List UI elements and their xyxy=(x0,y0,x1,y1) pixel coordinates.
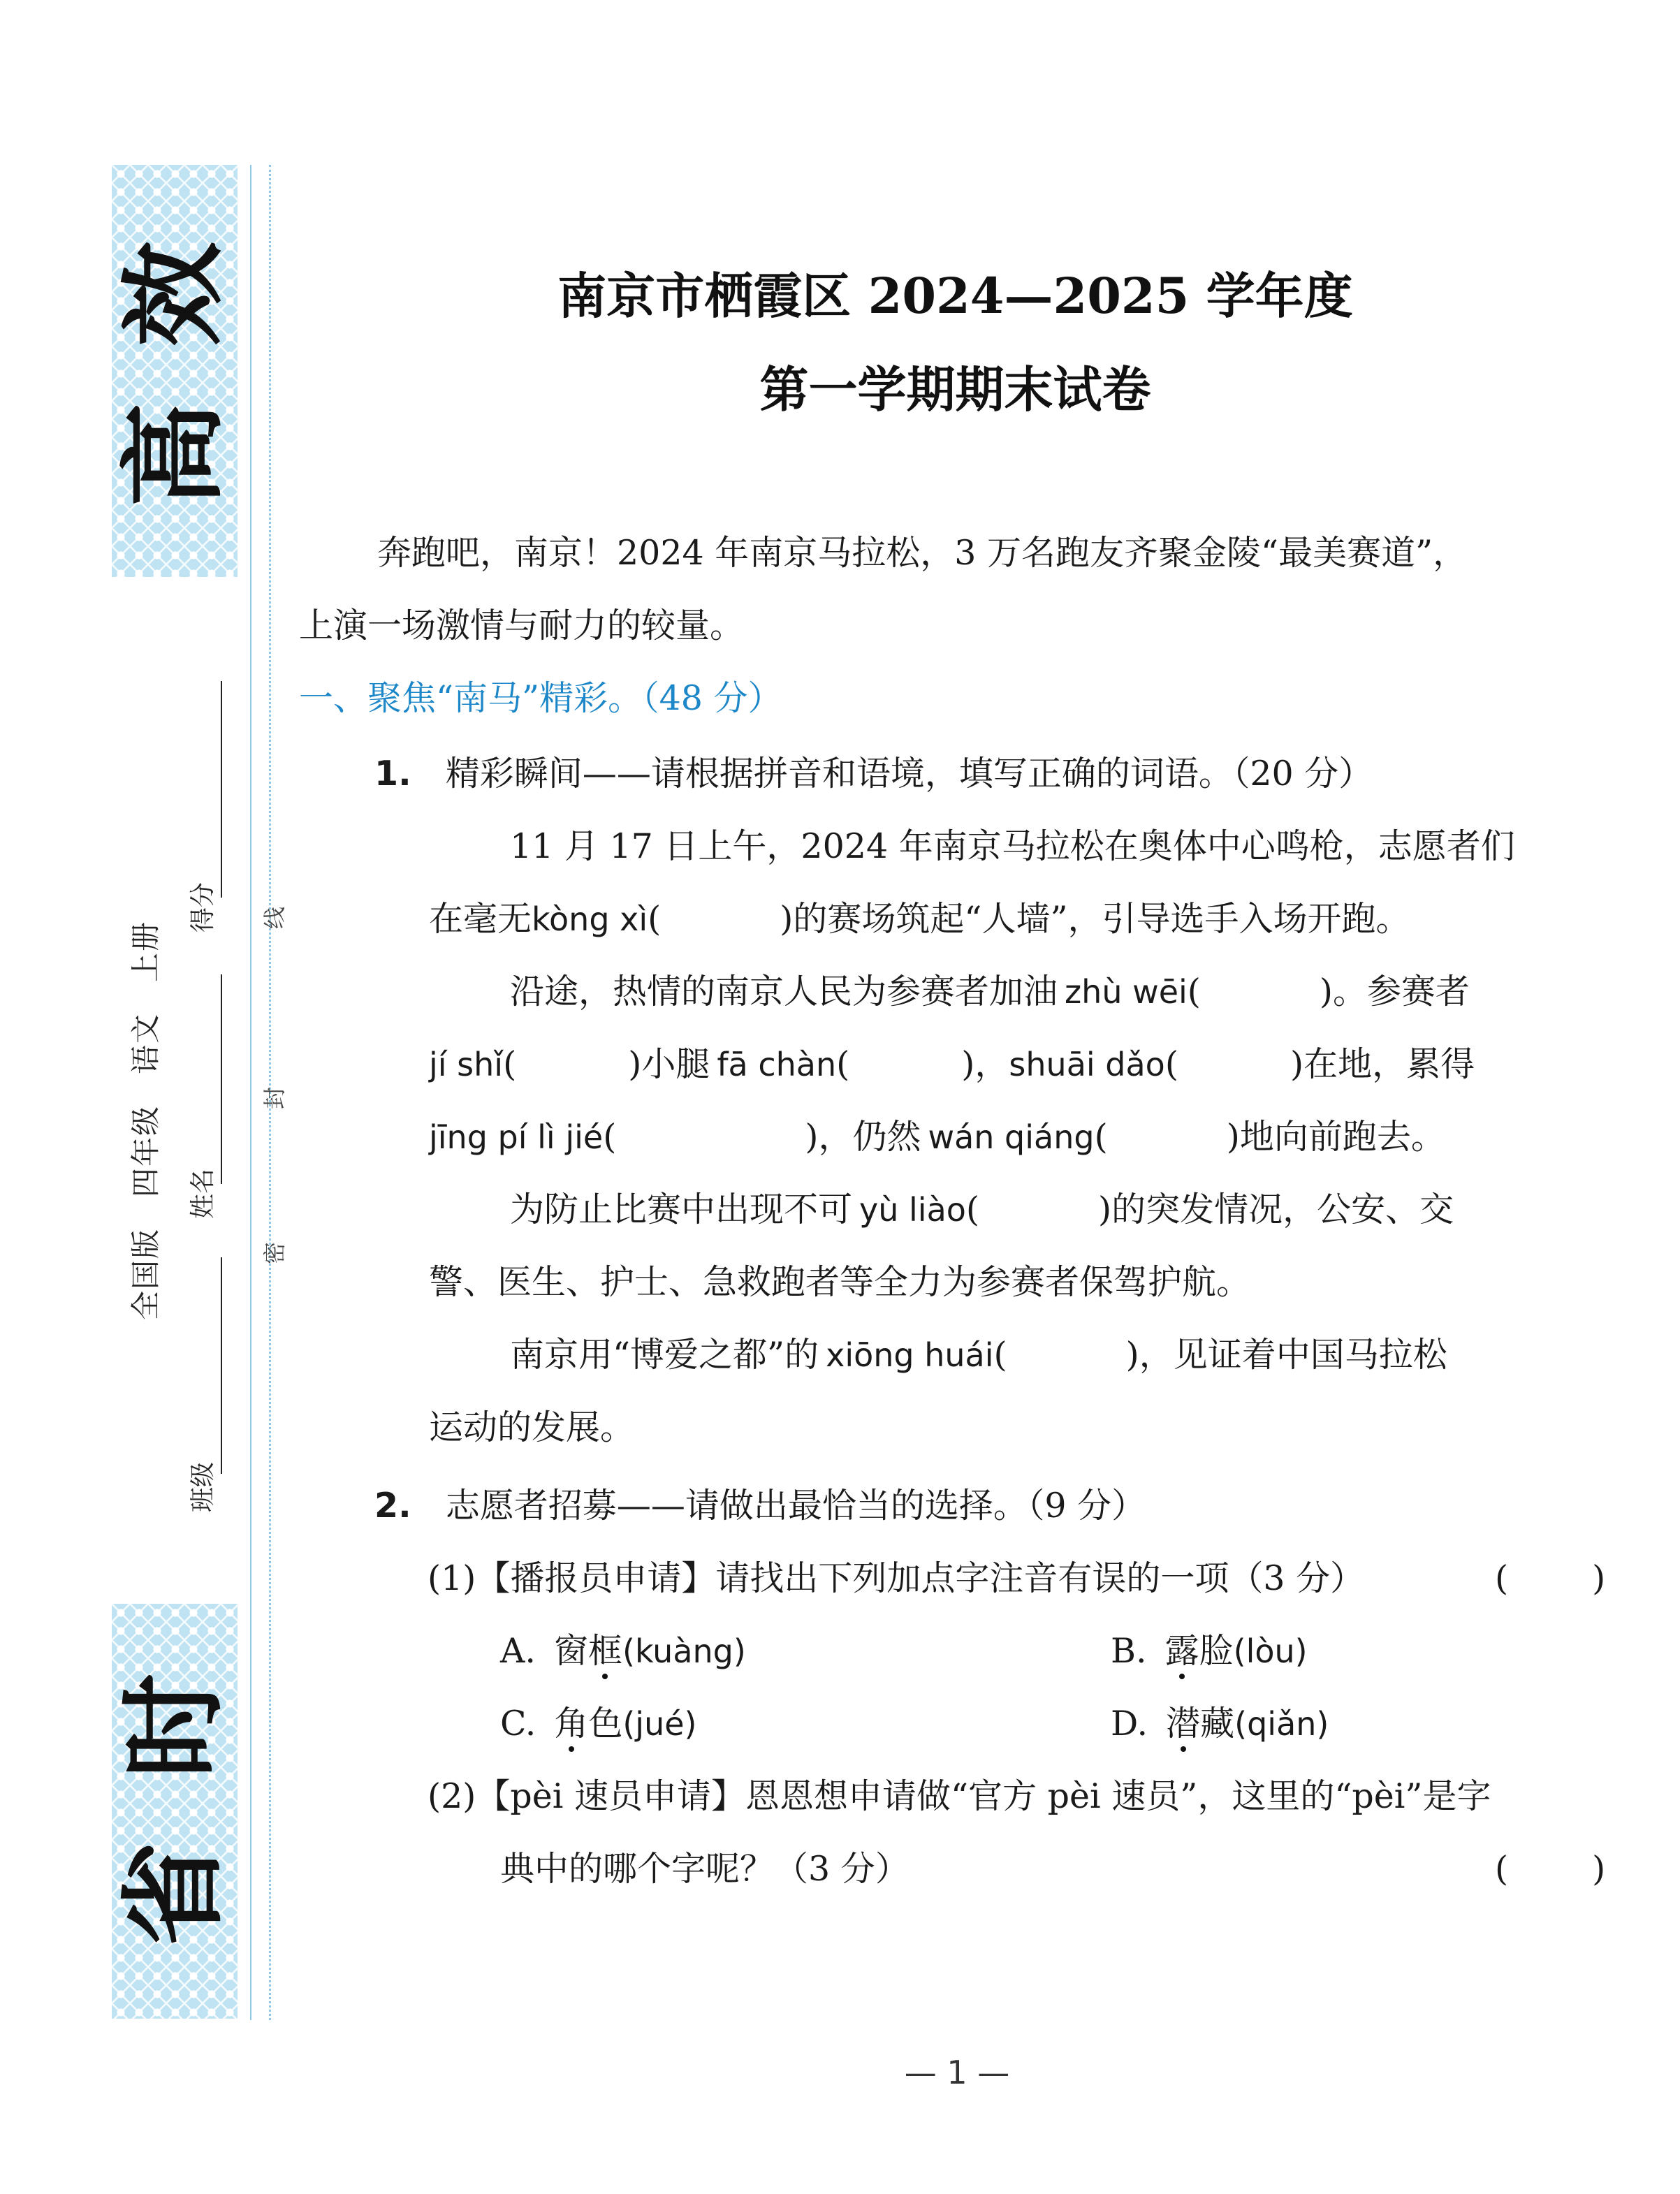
seal-char-feng: 封 xyxy=(261,1086,288,1109)
option-a[interactable]: A. 窗框(kuàng) xyxy=(500,1631,746,1671)
pinyin-shuaidao: shuāi dǎo xyxy=(1009,1046,1165,1083)
pinyin-xionghuai: xiōng huái xyxy=(826,1336,994,1374)
q2-sub2-answer[interactable]: ( ) xyxy=(1495,1849,1606,1889)
name-field-line[interactable] xyxy=(221,974,222,1184)
q2-sub2-line2: 典中的哪个字呢？（3 分） xyxy=(500,1849,910,1889)
decorative-band-bottom xyxy=(112,1604,238,2019)
band-char-shi: 时 xyxy=(114,1674,235,1779)
q2-prompt: 志愿者招募——请做出最恰当的选择。（9 分） xyxy=(445,1486,1146,1526)
q2-sub2-line1 xyxy=(428,1776,1491,1818)
q1-para2-line1: 沿途，热情的南京人民为参赛者加油 zhù wēi( )。参赛者 xyxy=(510,972,1470,1011)
pinyin-yuliao: yù liào xyxy=(859,1191,966,1229)
margin-solid-rule xyxy=(250,165,251,2020)
pinyin-jingpilijie: jīng pí lì jié xyxy=(429,1118,604,1156)
band-char-xiao: 效 xyxy=(114,242,235,347)
seal-char-xian: 线 xyxy=(261,906,288,929)
class-field-line[interactable] xyxy=(221,1257,222,1474)
dotted-char-d: 潜 xyxy=(1166,1704,1201,1743)
pinyin-zhuwei: zhù wēi xyxy=(1065,973,1188,1011)
option-d[interactable]: D. 潜藏(qiǎn) xyxy=(1111,1704,1329,1743)
q1-para1-line2: 在毫无kòng xì( )的赛场筑起“人墙”，引导选手入场开跑。 xyxy=(429,899,1410,939)
q2-sub1-text: 【播报员申请】请找出下列加点字注音有误的一项（3 分） xyxy=(476,1558,1365,1598)
option-b[interactable]: B. 露脸(lòu) xyxy=(1111,1631,1308,1671)
option-c[interactable]: C. 角色(jué) xyxy=(500,1704,697,1743)
pinyin-wanqiang: wán qiáng xyxy=(928,1118,1095,1156)
q2-number: 2. xyxy=(374,1486,411,1526)
pinyin-jishi: jí shǐ xyxy=(429,1046,504,1083)
dotted-char-a: 框 xyxy=(587,1631,622,1671)
q1-para2-line2: jí shǐ( )小腿 fā chàn( )，shuāi dǎo( )在地，累得 xyxy=(429,1044,1475,1084)
q2-sub2-label: (2) xyxy=(428,1776,476,1816)
q1-para3-line1: 为防止比赛中出现不可 yù liào( )的突发情况，公安、交 xyxy=(510,1190,1454,1229)
intro-line1: 奔跑吧，南京！2024 年南京马拉松，3 万名跑友齐聚金陵“最美赛道”， xyxy=(377,533,1468,573)
page-title-line1: 南京市栖霞区 2024—2025 学年度 xyxy=(557,267,1353,325)
pinyin-kongxi: kòng xì xyxy=(532,900,648,938)
seal-char-mi: 密 xyxy=(261,1241,288,1264)
dotted-char-b: 露 xyxy=(1164,1631,1199,1671)
q2-sub1-label: (1) xyxy=(428,1558,476,1598)
name-label: 姓名 xyxy=(189,1168,217,1219)
q1-para4-line2: 运动的发展。 xyxy=(429,1407,635,1447)
q2-sub2-text: 【pèi 速员申请】恩恩想申请做“官方 pèi 速员”，这里的“pèi”是字 xyxy=(476,1776,1491,1816)
score-label: 得分 xyxy=(189,882,217,933)
band-char-sheng: 省 xyxy=(114,1841,235,1947)
page-title-line2: 第一学期期末试卷 xyxy=(759,360,1151,418)
q2-prompt-line xyxy=(374,1485,1146,1527)
intro-line2: 上演一场激情与耐力的较量。 xyxy=(299,606,745,645)
edition-label: 全国版 四年级 语文 上册 xyxy=(129,920,163,1320)
score-field-line[interactable] xyxy=(221,681,222,898)
class-label: 班级 xyxy=(189,1461,217,1512)
band-char-gao: 高 xyxy=(114,402,235,508)
q2-sub1-line xyxy=(428,1558,1364,1600)
page-number: — 1 — xyxy=(904,2054,1010,2091)
section-heading: 一、聚焦“南马”精彩。（48 分） xyxy=(299,678,782,718)
q1-prompt: 精彩瞬间——请根据拼音和语境，填写正确的词语。（20 分） xyxy=(445,754,1373,794)
q1-para2-line3: jīng pí lì jié( )，仍然 wán qiáng( )地向前跑去。 xyxy=(429,1117,1445,1157)
pinyin-fachan: fā chàn xyxy=(717,1046,837,1083)
q1-para3-line2: 警、医生、护士、急救跑者等全力为参赛者保驾护航。 xyxy=(429,1262,1251,1302)
q1-para1-line1: 11 月 17 日上午，2024 年南京马拉松在奥体中心鸣枪，志愿者们 xyxy=(510,826,1515,866)
q1-para4-line1: 南京用“博爱之都”的 xiōng huái( )，见证着中国马拉松 xyxy=(510,1335,1447,1375)
decorative-band-top xyxy=(112,165,238,577)
dotted-char-c: 角 xyxy=(554,1704,589,1743)
q1-prompt-line xyxy=(374,753,1373,795)
q1-number: 1. xyxy=(374,754,411,794)
q2-sub1-answer[interactable]: ( ) xyxy=(1495,1558,1606,1598)
